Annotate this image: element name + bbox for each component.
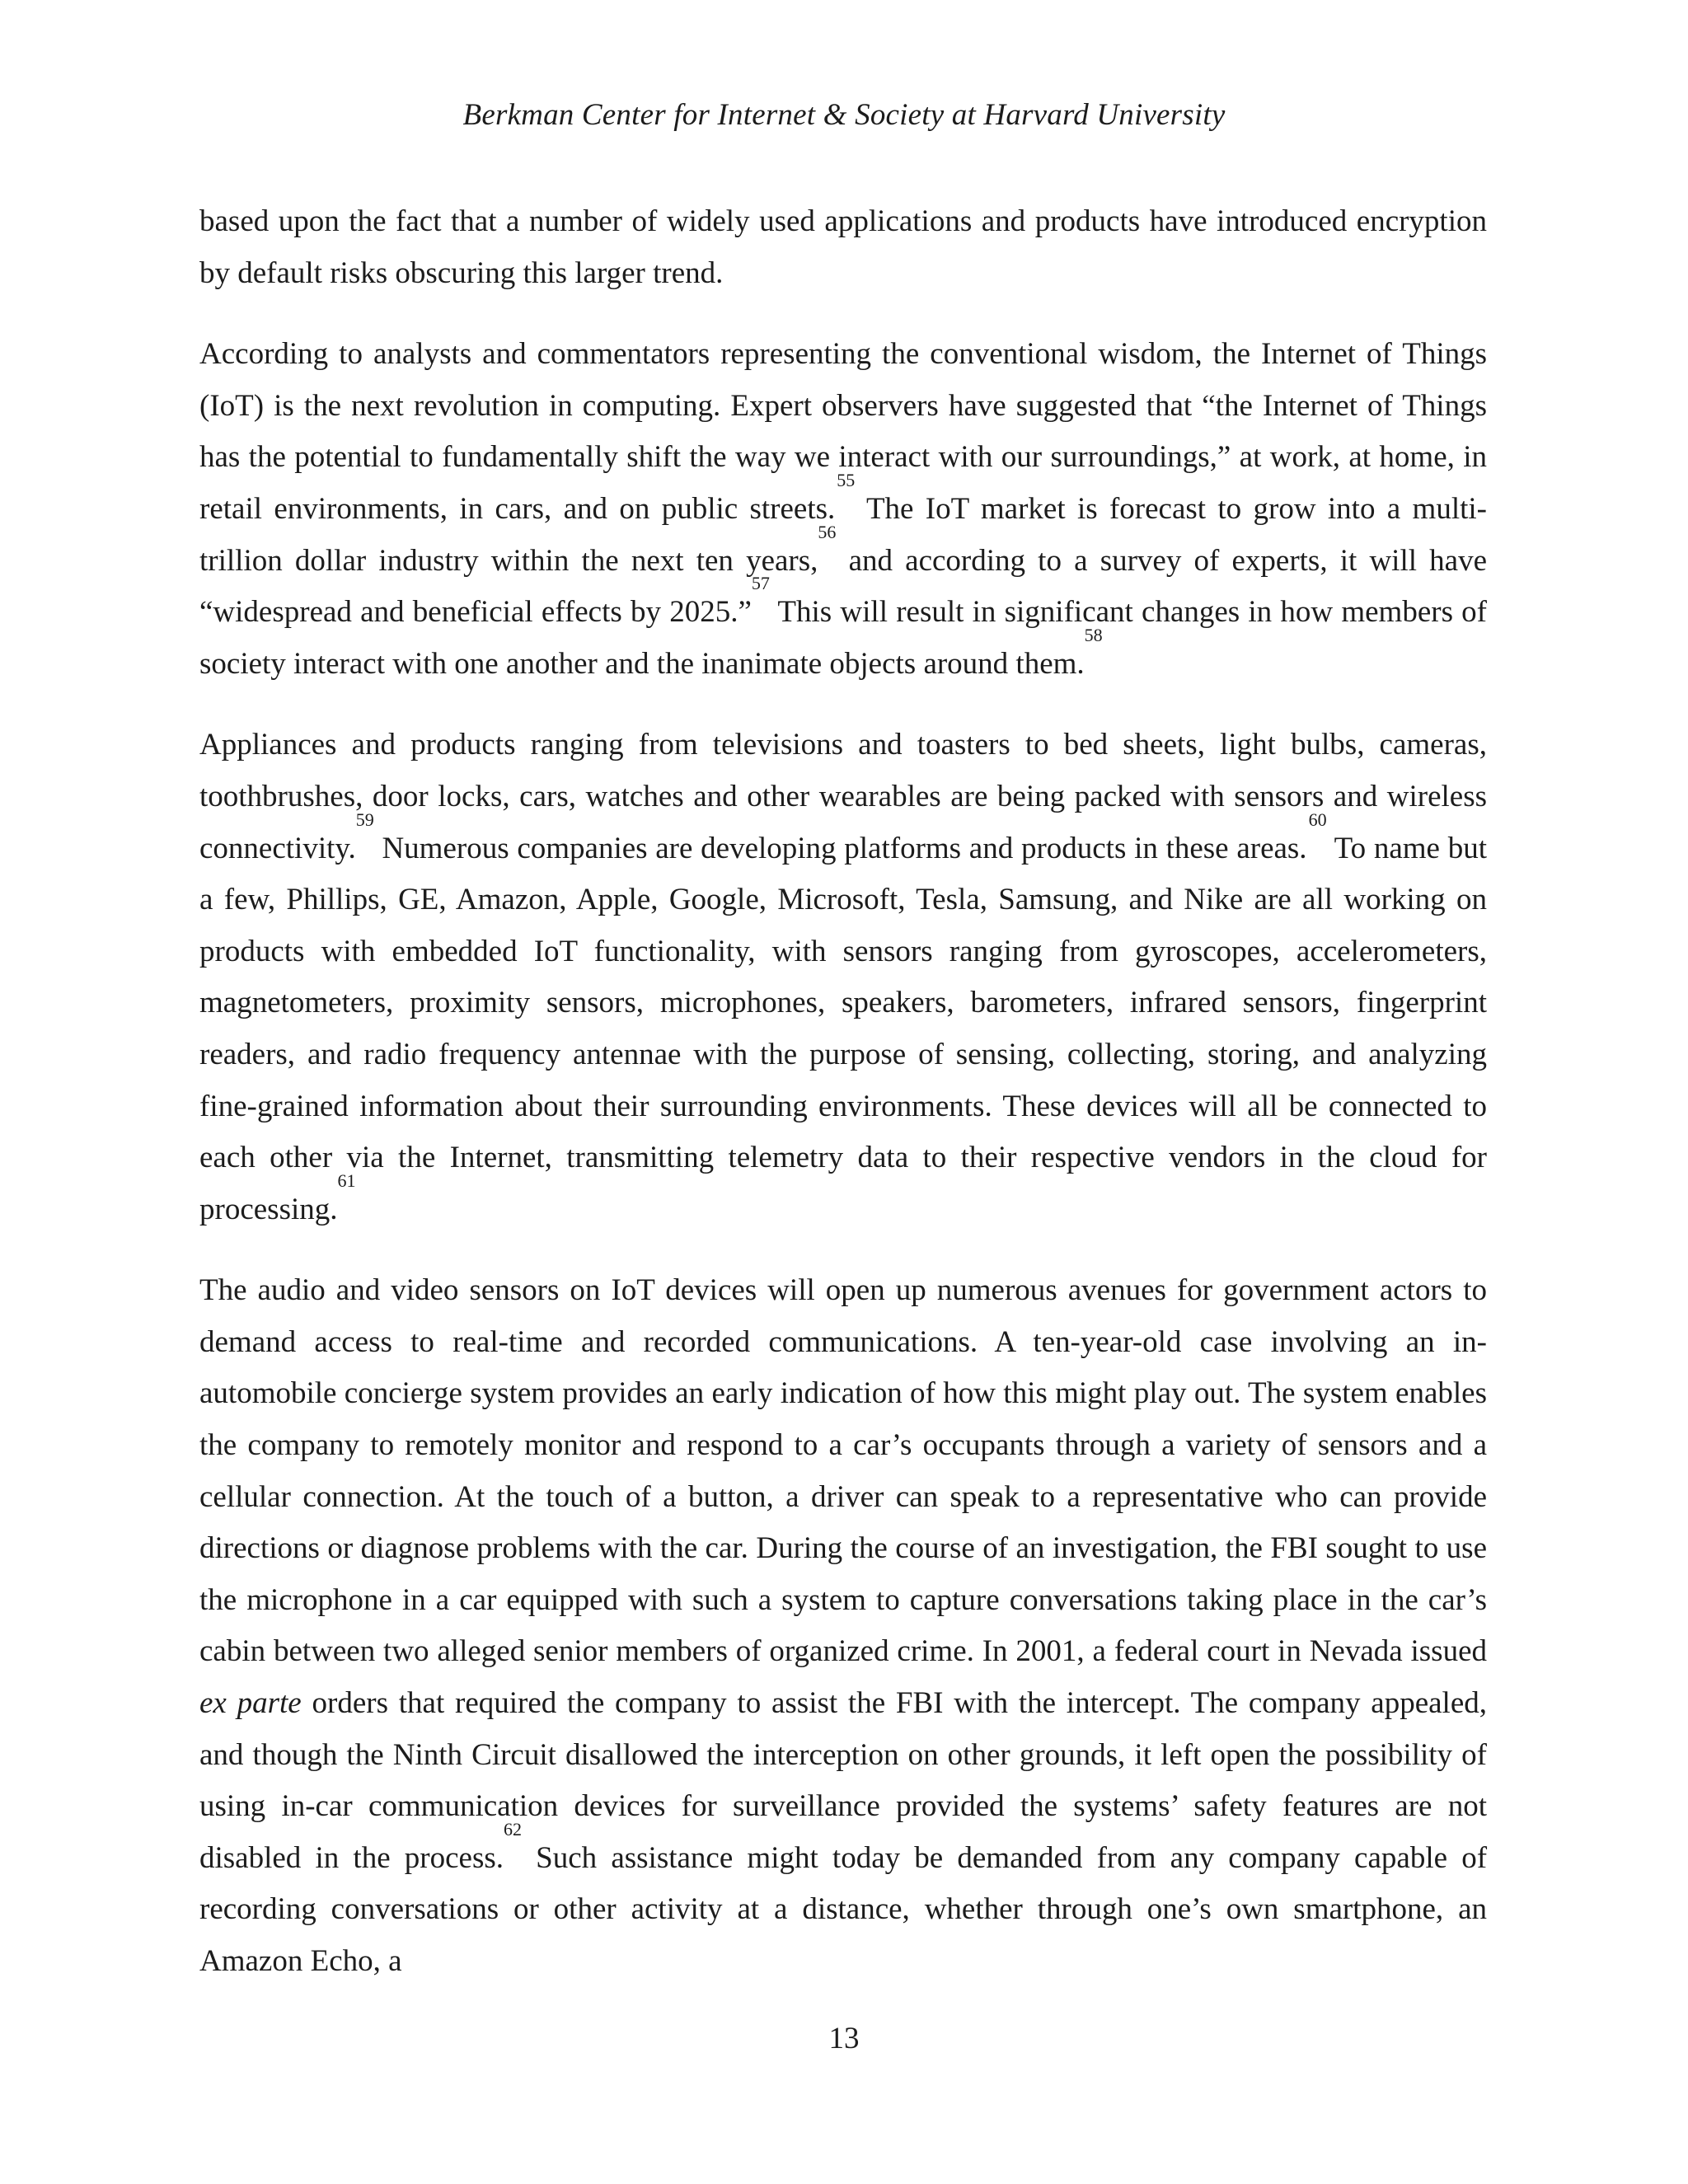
paragraph-text: To name but a few, Phillips, GE, Amazon, Apple, Google, Microsoft, Tesla, Samsung, and Nike are all working on products with embedded IoT functionality, with sensors ranging from gyroscopes, accelerometers, magnetometers, proximity sensors, microphones, speakers, barometers, infrared sensors, fingerprint readers, and radio frequency antennae with the purpose of sensing, collecting, storing, and analyzing fine-grained information about their surrounding environments. These devices will all be connected to each other via the Internet, transmitting telemetry data to their respective vendors in the cloud for processing. — [199, 831, 1487, 1226]
footnote-ref-62[interactable]: 62 — [504, 1818, 522, 1840]
paragraph-1 — [199, 196, 1487, 299]
paragraph-text: The IoT market is forecast to grow into a multi-trillion dollar industry within the next ten years, — [199, 491, 1487, 578]
paragraph-text: This will result in significant changes in how members of society interact with one another and the inanimate objects around them. — [199, 595, 1488, 681]
footnote-ref-60[interactable]: 60 — [1308, 808, 1327, 830]
paragraph-text: Such assistance might today be demanded from any company capable of recording conversations or other activity at a distance, whether through one’s own smartphone, an Amazon Echo, a — [199, 1840, 1488, 1978]
paragraph-text: The audio and video sensors on IoT devices will open up numerous avenues for government actors to demand access to real-time and recorded communications. A ten-year-old case involving an in-automobile concierge system provides an early indication of how this might play out. The system enables the company to remotely monitor and respond to a car’s occupants through a variety of sensors and a cellular connection. At the touch of a button, a driver can speak to a representative who can provide directions or diagnose problems with the car. During the course of an investigation, the FBI sought to use the microphone in a car equipped with such a system to capture conversations taking place in the car’s cabin between two alleged senior members of organized crime. In 2001, a federal court in Nevada issued — [199, 1273, 1487, 1669]
paragraph-text: based upon the fact that a number of widely used applications and products have introduced encryption by default risks obscuring this larger trend. — [199, 204, 1487, 290]
body-text — [199, 196, 1487, 1988]
footnote-ref-55[interactable]: 55 — [837, 469, 856, 490]
paragraph-text: Numerous companies are developing platforms and products in these areas. — [373, 831, 1307, 865]
italic-term: ex parte — [199, 1686, 302, 1721]
paragraph-text: Appliances and products ranging from televisions and toasters to bed sheets, light bulbs, cameras, toothbrushes, door locks, cars, watches and other wearables are being packed with sensors and wireless connectivity. — [199, 728, 1487, 865]
paragraph-2 — [199, 329, 1487, 690]
footnote-ref-58[interactable]: 58 — [1084, 624, 1103, 645]
footnote-ref-59[interactable]: 59 — [355, 808, 374, 830]
paragraph-text: and according to a survey of experts, it will have “widespread and beneficial effects by 2025.” — [199, 543, 1488, 630]
page-number: 13 — [828, 2022, 860, 2055]
paragraph-text: According to analysts and commentators representing the conventional wisdom, the Internet of Things (IoT) is the next revolution in computing. Expert observers have suggested that “the Internet of Things has the potential to fundamentally shift the way we interact with our surroundings,” at work, at home, in retail environments, in cars, and on public streets. — [199, 337, 1487, 526]
footnote-ref-61[interactable]: 61 — [337, 1169, 356, 1191]
paragraph-text: orders that required the company to assist the FBI with the intercept. The company appealed, and though the Ninth Circuit disallowed the interception on other grounds, it left open the possibility of using in-car communication devices for surveillance provided the systems’ safety features are not disabled in the process. — [199, 1686, 1488, 1875]
footnote-ref-56[interactable]: 56 — [818, 521, 837, 542]
running-header: Berkman Center for Internet & Society at Harvard University — [462, 98, 1226, 132]
paragraph-4 — [199, 1265, 1487, 1987]
paragraph-3 — [199, 719, 1487, 1235]
footnote-ref-57[interactable]: 57 — [751, 573, 770, 594]
